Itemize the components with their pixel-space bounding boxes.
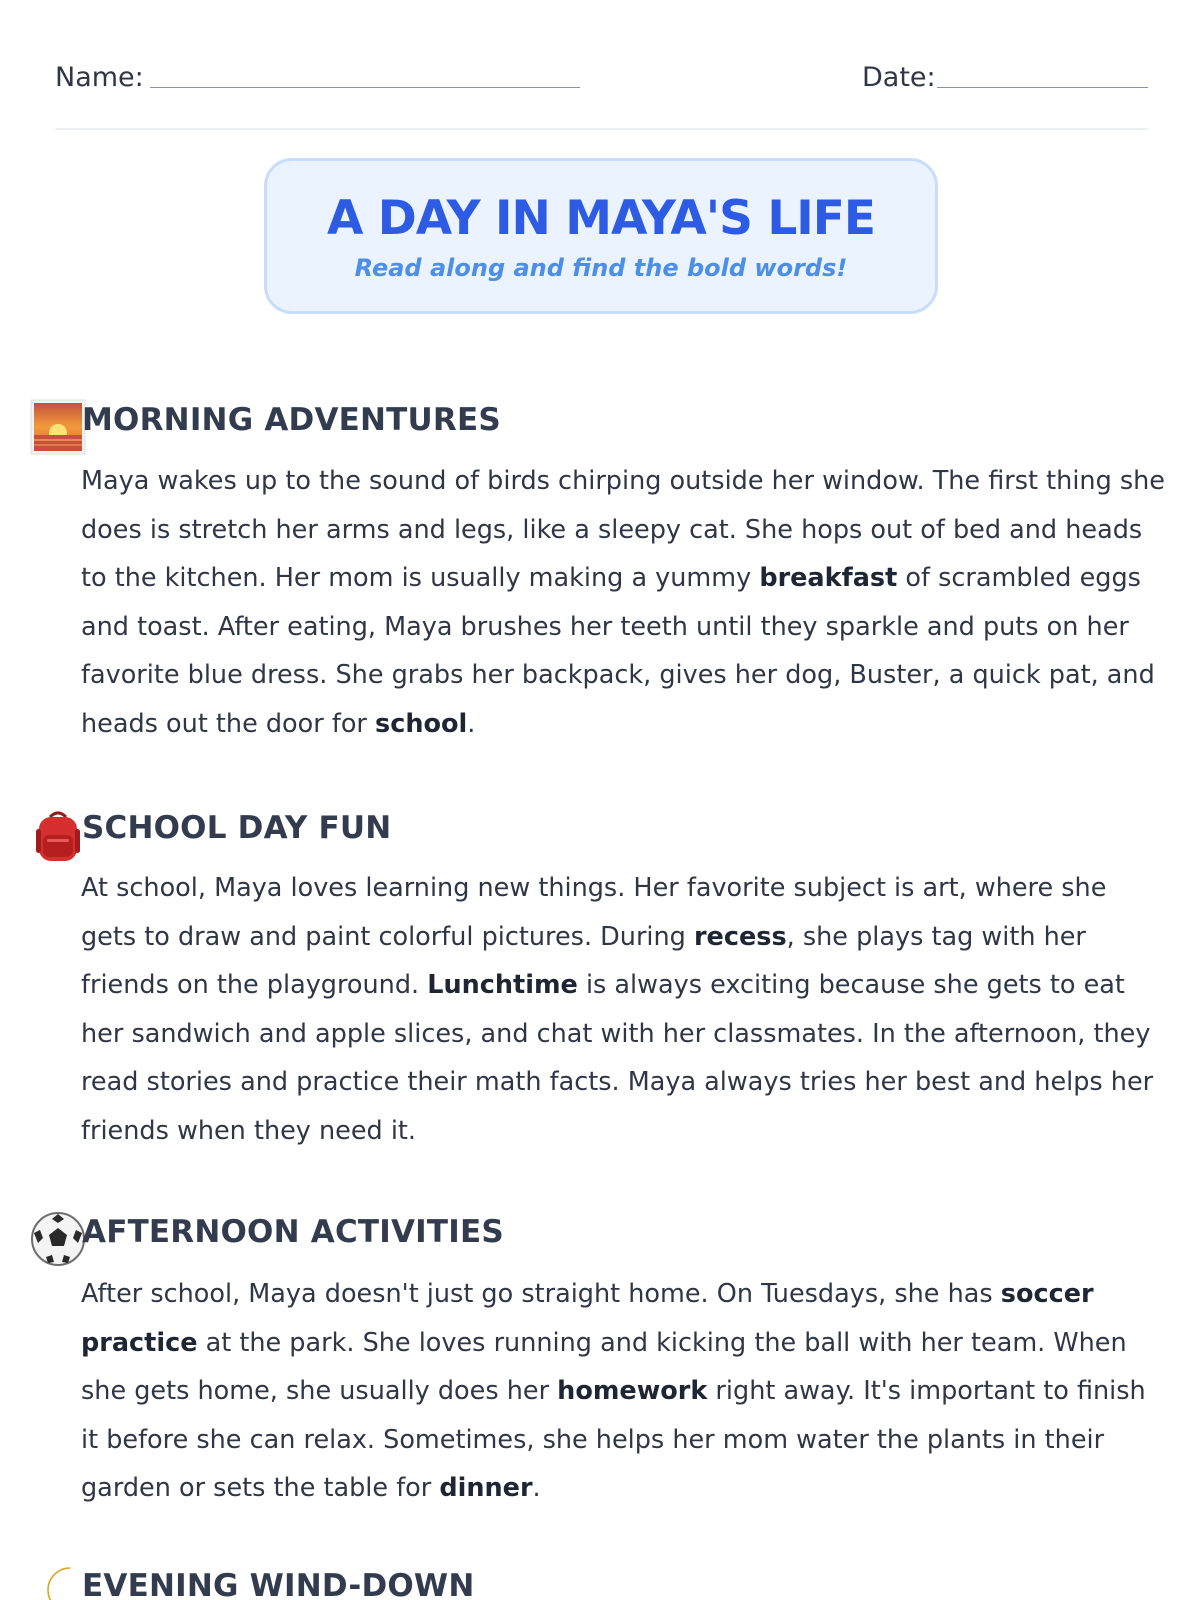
text-segment: Maya wakes up to the sound of birds chirping outside her window. The first thing she does is stretch her arms and legs, like a sleepy cat. She hops out of bed and heads to the kitchen. Her mom is usually making a yummy	[81, 466, 1165, 593]
date-line	[937, 87, 1148, 88]
page-title: A DAY IN MAYA'S LIFE	[326, 191, 876, 246]
text-segment: , she plays tag with her friends on the playground.	[81, 921, 1086, 1000]
section-paragraph	[81, 1270, 1166, 1513]
text-segment: right away. It's important to finish it before she can relax. Sometimes, she helps her mom water the plants in their garden or sets the table for	[81, 1376, 1146, 1503]
section-heading-afternoon: AFTERNOON ACTIVITIES	[82, 1214, 504, 1250]
date-label: Date:	[862, 62, 936, 93]
text-segment: is always exciting because she gets to eat her sandwich and apple slices, and chat with her classmates. In the afternoon, they read stories and practice their math facts. Maya always tries her best and helps her friends when they need it.	[81, 970, 1154, 1146]
section-heading-school: SCHOOL DAY FUN	[82, 810, 392, 846]
section-body-morning	[81, 457, 1166, 748]
section-body-school	[81, 864, 1166, 1155]
text-segment: .	[532, 1473, 541, 1503]
header-divider	[55, 128, 1148, 130]
bold-word: homework	[557, 1376, 708, 1406]
title-box	[264, 158, 938, 314]
section-heading-evening: EVENING WIND-DOWN	[82, 1568, 475, 1600]
text-segment: at the park. She loves running and kicking the ball with her team. When she gets home, she usually does her	[81, 1327, 1127, 1406]
bold-word: dinner	[439, 1473, 533, 1503]
name-line	[150, 87, 580, 88]
sunrise-icon	[30, 399, 86, 455]
soccer-ball-icon	[30, 1211, 86, 1267]
name-label: Name:	[55, 62, 144, 93]
section-paragraph	[81, 457, 1166, 748]
bold-word: breakfast	[759, 563, 898, 593]
text-segment: At school, Maya loves learning new things. Her favorite subject is art, where she gets to draw and paint colorful pictures. During	[81, 873, 1107, 952]
page-subtitle: Read along and find the bold words!	[354, 254, 848, 282]
backpack-icon	[30, 807, 86, 863]
section-body-afternoon	[81, 1270, 1166, 1513]
section-paragraph	[81, 864, 1166, 1155]
crescent-moon-icon	[30, 1562, 86, 1600]
bold-word: Lunchtime	[427, 970, 578, 1000]
text-segment: of scrambled eggs and toast. After eating, Maya brushes her teeth until they sparkle and puts on her favorite blue dress. She grabs her backpack, gives her dog, Buster, a quick pat, and heads out the door for	[81, 563, 1155, 739]
text-segment: After school, Maya doesn't just go straight home. On Tuesdays, she has	[81, 1279, 1001, 1309]
bold-word: soccer practice	[81, 1279, 1094, 1358]
text-segment: .	[467, 708, 476, 739]
section-heading-morning: MORNING ADVENTURES	[82, 402, 501, 438]
name-date-header	[55, 58, 1148, 98]
bold-word: recess	[693, 921, 787, 952]
bold-word: school	[375, 708, 468, 739]
